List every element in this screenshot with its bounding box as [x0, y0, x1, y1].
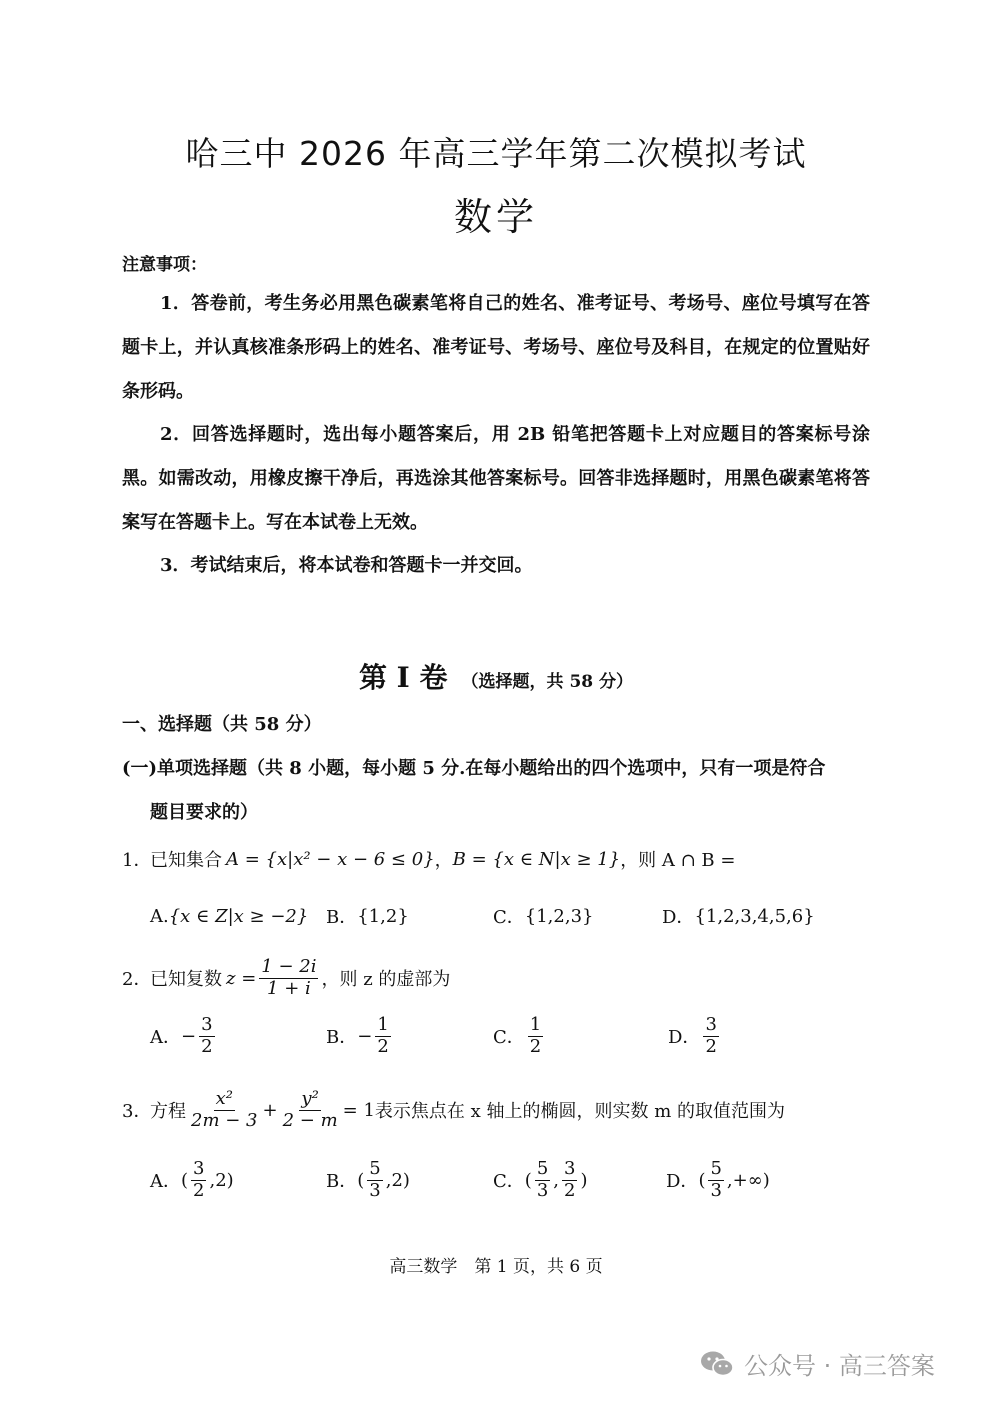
option-value: {x ∈ Z|x ≥ −2} [168, 905, 309, 927]
option-sign: − [181, 1025, 197, 1047]
fraction-denominator: 2m − 3 [191, 1109, 258, 1131]
stem-suffix: ，则 z 的虚部为 [321, 969, 451, 990]
note-text: 回答选择题时，选出每小题答案后，用 2B 铅笔把答题卡上对应题目的答案标号涂黑。如需改动，用橡皮擦干净后，再选涂其他答案标号。回答非选择题时，用黑色碳素笔将答案写在答题卡上。写在本试卷上无效。 [122, 424, 870, 533]
fraction-numerator: 5 [536, 1157, 549, 1179]
option-label: D． [668, 1027, 701, 1048]
fraction-denominator: 3 [536, 1179, 549, 1201]
section-name: 第 I 卷 [358, 661, 448, 694]
plus-sign: + [262, 1099, 278, 1121]
fraction-numerator: y² [301, 1087, 319, 1109]
fraction-denominator: 2 [377, 1035, 389, 1057]
option-b[interactable] [326, 898, 409, 934]
fraction [199, 1015, 214, 1057]
fraction [528, 1015, 543, 1057]
fraction [191, 1159, 206, 1201]
fraction-denominator: 2 − m [282, 1109, 338, 1131]
equals: = 1 [342, 1099, 375, 1121]
option-d[interactable] [668, 1008, 722, 1064]
watermark-text: 公众号 · 高三答案 [744, 1352, 935, 1380]
note-num: 1． [160, 293, 192, 314]
stem-prefix: 已知集合 [150, 850, 222, 871]
option-label: C． [493, 1171, 525, 1192]
watermark [700, 1346, 935, 1381]
wechat-icon [700, 1350, 734, 1378]
fraction-numerator: 3 [705, 1013, 717, 1035]
stem-prefix: 方程 [150, 1101, 186, 1122]
fraction-numerator: 5 [369, 1157, 381, 1179]
option-d[interactable] [666, 1152, 770, 1208]
comma: , [553, 1169, 559, 1191]
fraction [375, 1015, 390, 1057]
fraction-x [189, 1089, 260, 1131]
question-1 [122, 842, 735, 876]
open-paren: ( [524, 1169, 532, 1191]
open-paren: ( [181, 1169, 189, 1191]
open-paren: ( [357, 1169, 365, 1191]
option-sign: − [357, 1025, 373, 1047]
option-c[interactable] [493, 1152, 587, 1208]
option-c[interactable] [493, 1008, 546, 1064]
fraction-numerator: 1 [529, 1013, 542, 1035]
fraction-numerator: 1 [377, 1013, 389, 1035]
sub-heading: (一)单项选择题（共 8 小题，每小题 5 分.在每小题给出的四个选项中，只有一项是符合 [122, 758, 826, 779]
interval-rest: ,2) [385, 1169, 410, 1191]
notes-heading: 注意事项： [122, 255, 207, 275]
fraction-denominator: 2 [705, 1035, 717, 1057]
part-heading: 一、选择题（共 58 分） [122, 714, 322, 735]
separator: ， [434, 850, 453, 871]
option-label: C． [493, 1027, 525, 1048]
note-item-2 [122, 413, 870, 545]
note-item-1 [122, 282, 870, 414]
fraction-numerator: 3 [201, 1013, 213, 1035]
fraction-denominator: 2 [529, 1035, 542, 1057]
note-text: 考试结束后，将本试卷和答题卡一并交回。 [190, 555, 533, 576]
question-number: 2． [122, 969, 152, 990]
fraction [703, 1015, 718, 1057]
stem-suffix: ，则 A ∩ B = [620, 850, 736, 871]
set-a: A = {x|x² − x − 6 ≤ 0} [226, 848, 435, 870]
interval-rest: ,+∞) [726, 1169, 770, 1191]
subject-title: 数学 [453, 195, 538, 239]
exam-title: 哈三中 2026 年高三学年第二次模拟考试 [185, 134, 807, 173]
option-label: A. [150, 905, 169, 927]
fraction [367, 1159, 382, 1201]
fraction-numerator: x² [215, 1087, 233, 1109]
fraction [535, 1159, 550, 1201]
option-label: A． [150, 1171, 181, 1192]
fraction [259, 957, 318, 999]
option-a[interactable] [150, 898, 308, 934]
interval-rest: ,2) [209, 1169, 234, 1191]
option-label: D． [666, 1171, 699, 1192]
option-label: A． [150, 1027, 181, 1048]
fraction-denominator: 2 [193, 1179, 205, 1201]
option-value: {1,2,3} [524, 905, 594, 927]
option-b[interactable] [326, 1008, 394, 1064]
fraction-denominator: 1 + i [267, 977, 311, 999]
fraction-denominator: 3 [369, 1179, 381, 1201]
fraction-numerator: 3 [564, 1157, 576, 1179]
page-footer: 高三数学 第 1 页，共 6 页 [389, 1257, 603, 1277]
stem-prefix: 已知复数 [150, 969, 222, 990]
fraction-denominator: 3 [710, 1179, 722, 1201]
fraction-denominator: 2 [201, 1035, 213, 1057]
set-b: B = {x ∈ N|x ≥ 1} [452, 848, 621, 870]
option-label: D． [662, 907, 695, 928]
stem-suffix: 表示焦点在 x 轴上的椭圆，则实数 m 的取值范围为 [374, 1101, 786, 1122]
option-c[interactable] [493, 898, 594, 934]
option-label: B． [326, 907, 358, 928]
note-num: 2． [160, 424, 192, 445]
note-text: 答卷前，考生务必用黑色碳素笔将自己的姓名、准考证号、考场号、座位号填写在答题卡上，并认真核准条形码上的姓名、准考证号、考场号、座位号及科目，在规定的位置贴好条形码。 [122, 293, 870, 402]
section-subtitle: （选择题，共 58 分） [461, 672, 634, 692]
option-b[interactable] [326, 1152, 410, 1208]
question-number: 3． [122, 1101, 152, 1122]
fraction [708, 1159, 723, 1201]
sub-heading-cont: 题目要求的） [150, 802, 258, 823]
note-num: 3． [160, 555, 191, 576]
option-label: C． [493, 907, 525, 928]
option-d[interactable] [662, 898, 815, 934]
option-label: B． [326, 1027, 358, 1048]
fraction-numerator: 1 − 2i [261, 955, 317, 977]
option-a[interactable] [150, 1152, 234, 1208]
fraction-numerator: 5 [710, 1157, 722, 1179]
fraction-y [281, 1089, 340, 1131]
fraction-2 [562, 1159, 577, 1201]
open-paren: ( [698, 1169, 706, 1191]
option-label: B． [326, 1171, 358, 1192]
question-2 [122, 950, 450, 1006]
option-value: {1,2,3,4,5,6} [694, 905, 815, 927]
fraction-numerator: 3 [193, 1157, 205, 1179]
variable: z = [226, 967, 257, 989]
question-3 [122, 1082, 785, 1138]
section-title [0, 656, 992, 696]
option-value: {1,2} [357, 905, 409, 927]
question-number: 1． [122, 850, 152, 871]
close-paren: ) [580, 1169, 588, 1191]
fraction-denominator: 2 [564, 1179, 576, 1201]
note-item-3 [122, 544, 870, 588]
option-a[interactable] [150, 1008, 218, 1064]
